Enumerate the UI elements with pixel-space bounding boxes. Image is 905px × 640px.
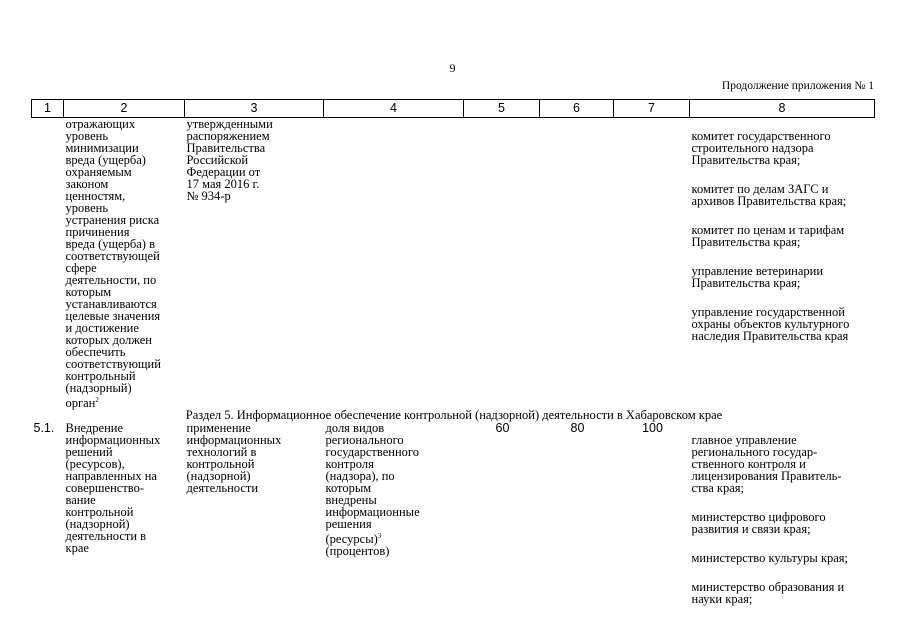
section-title: Раздел 5. Информационное обеспечение контрольной (надзорной) деятельности в Хабаровском крае bbox=[185, 408, 723, 423]
header-cell: 5 bbox=[464, 100, 540, 118]
cell-number bbox=[32, 118, 64, 410]
responsible-item: министерство образования и науки края; bbox=[691, 580, 845, 607]
header-cell: 8 bbox=[690, 100, 875, 118]
responsible-item: министерство культуры края; bbox=[691, 551, 848, 566]
cell-value bbox=[540, 118, 614, 410]
responsible-item: управление ветеринарии Правительства края; bbox=[691, 264, 824, 290]
responsible-item: комитет по делам ЗАГС и архивов Правительства края; bbox=[691, 182, 847, 208]
cell-indicator-name: Внедрение информационных решений (ресурсов), направленных на совершенство- вание контрольной (надзорной) деятельности в крае bbox=[65, 421, 161, 556]
header-cell: 3 bbox=[185, 100, 324, 118]
indicators-table bbox=[31, 99, 875, 622]
footnote-mark: 3 bbox=[377, 532, 382, 541]
cell-indicator-name bbox=[64, 118, 185, 410]
responsible-item: министерство цифрового развития и связи края; bbox=[691, 510, 826, 537]
cell-measure bbox=[324, 421, 464, 622]
cell-value bbox=[464, 118, 540, 410]
responsible-item: главное управление регионального государ- ственного контроля и лицензирования Правитель- ства края; bbox=[691, 433, 842, 496]
cell-measure bbox=[324, 118, 464, 410]
header-cell: 2 bbox=[64, 100, 185, 118]
indicator-text: отражающих уровень минимизации вреда (ущерба) охраняемым законом ценностям, уровень устранения риска причинения вреда (ущерба) в соответствующей сфере деятельности, по которым устанавливаются целевые значения и достижение которых должен обеспечить соответствующий контрольный (надзорный) орган bbox=[65, 117, 161, 411]
measure-text: доля видов регионального государственного контроля (надзора), по которым внедрены информационные решения (ресурсы) bbox=[325, 421, 420, 547]
measure-unit: (процентов) bbox=[325, 544, 390, 559]
footnote-mark: 2 bbox=[95, 396, 99, 404]
responsible-item: комитет государственного строительного надзора Правительства края; bbox=[691, 129, 831, 167]
cell-value bbox=[614, 118, 690, 410]
header-cell: 4 bbox=[324, 100, 464, 118]
header-cell: 6 bbox=[540, 100, 614, 118]
table-row bbox=[32, 421, 875, 622]
responsible-item: комитет по ценам и тарифам Правительства края; bbox=[691, 223, 845, 249]
header-cell: 1 bbox=[32, 100, 64, 118]
cell-value: 60 bbox=[495, 421, 510, 436]
page-number: 9 bbox=[449, 61, 456, 75]
cell-value: 80 bbox=[570, 421, 585, 436]
cell-basis: утвержденными распоряжением Правительства Российской Федерации от 17 мая 2016 г. № 934-р bbox=[186, 117, 273, 203]
cell-responsible bbox=[690, 118, 875, 410]
section-row bbox=[32, 409, 875, 421]
header-cell: 7 bbox=[614, 100, 690, 118]
table-row bbox=[32, 118, 875, 410]
table-header-row bbox=[32, 100, 875, 118]
cell-basis: применение информационных технологий в контрольной (надзорной) деятельности bbox=[186, 421, 282, 496]
cell-value: 100 bbox=[642, 421, 663, 436]
cell-number: 5.1. bbox=[33, 421, 55, 436]
responsible-item: управление государственной охраны объектов культурного наследия Правительства края bbox=[691, 305, 850, 343]
continuation-label: Продолжение приложения № 1 bbox=[721, 80, 874, 92]
cell-responsible bbox=[690, 421, 875, 622]
